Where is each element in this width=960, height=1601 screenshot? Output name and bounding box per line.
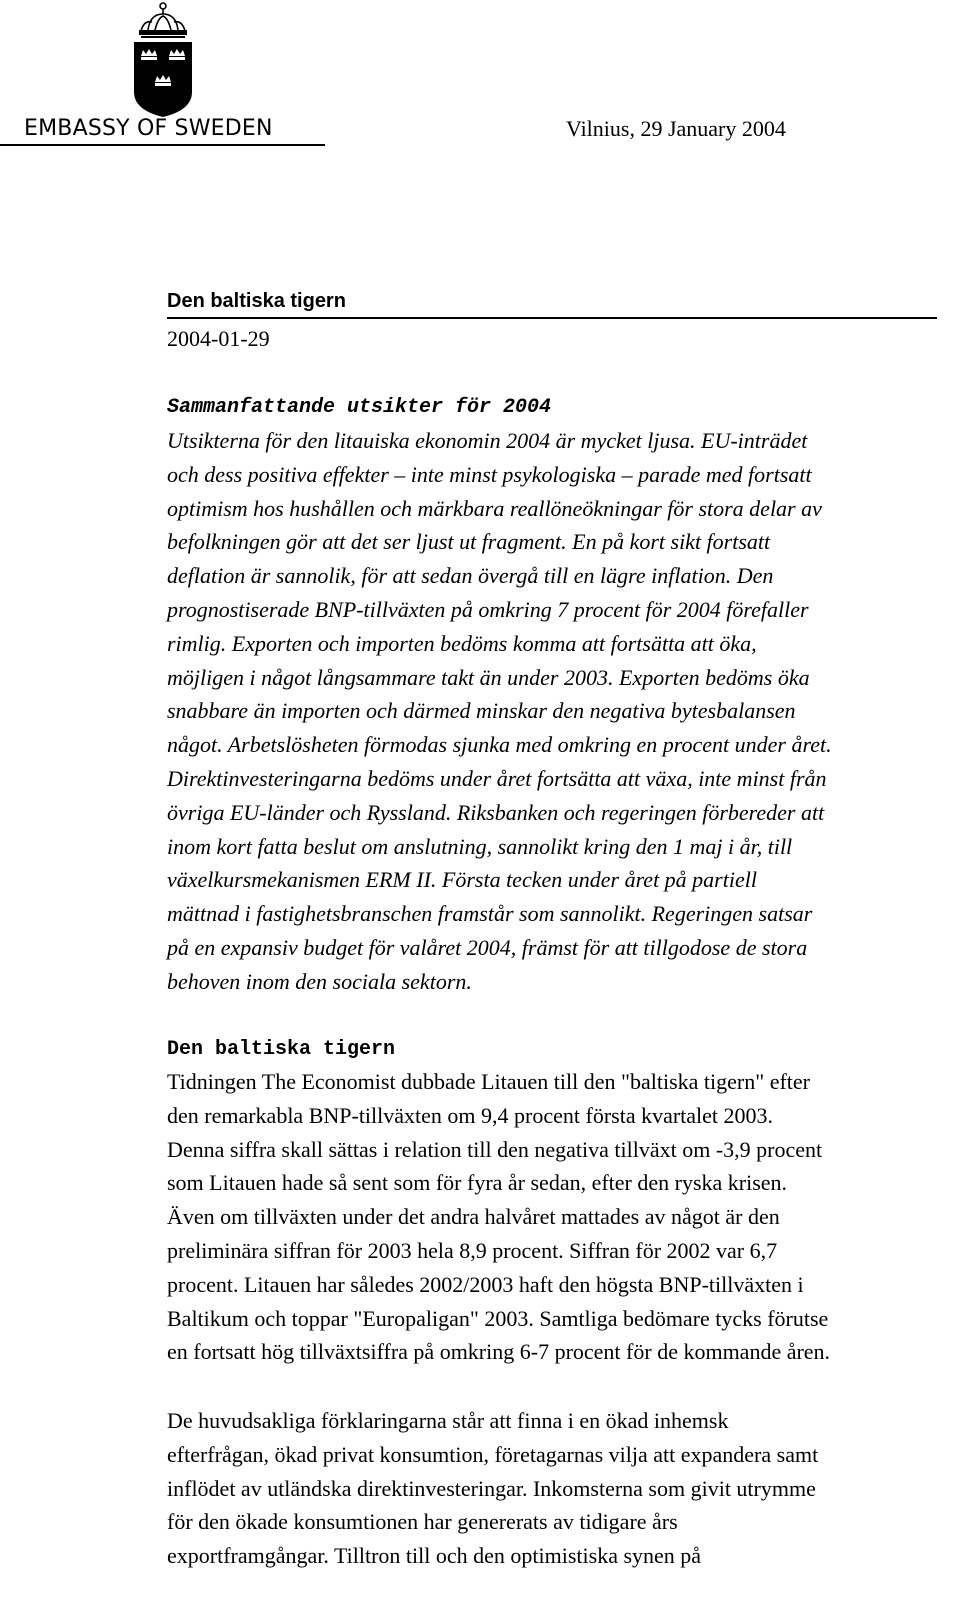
title-divider [167,317,937,319]
text-line: Tidningen The Economist dubbade Litauen till den "baltiska tigern" efter [167,1069,810,1094]
text-line: inom kort fatta beslut om anslutning, sannolikt kring den 1 maj i år, till [167,833,793,859]
header-divider [0,144,325,146]
text-line: prognostiserade BNP-tillväxten på omkring 7 procent för 2004 förefaller [167,596,809,622]
text-line: Direktinvesteringarna bedöms under året fortsätta att växa, inte minst från [167,765,827,791]
text-line: De huvudsakliga förklaringarna står att finna i en ökad inhemsk [167,1408,729,1433]
document-date: 2004-01-29 [167,326,270,351]
logo-wordmark: EMBASSY OF SWEDEN [24,116,273,141]
text-line: för den ökade konsumtionen har genererats av tidigare års [167,1509,678,1535]
text-line: Även om tillväxten under det andra halvåret mattades av något är den [167,1204,780,1230]
summary-heading: Sammanfattande utsikter för 2004 [167,396,552,419]
text-line: växelkursmekanismen ERM II. Första tecken under året på partiell [167,867,757,893]
text-line: som Litauen hade så sent som för fyra år sedan, efter den ryska krisen. [167,1170,788,1196]
text-line: preliminära siffran för 2003 hela 8,9 procent. Siffran för 2002 var 6,7 [167,1237,778,1263]
tiger-paragraph [167,1065,947,1369]
text-line: på en expansiv budget för valåret 2004, främst för att tillgodose de stora [167,934,808,960]
embassy-logo [0,0,330,150]
text-line: rimlig. Exporten och importen bedöms komma att fortsätta att öka, [167,630,757,656]
text-line: procent. Litauen har således 2002/2003 haft den högsta BNP-tillväxten i [167,1271,804,1297]
text-line: exportframgångar. Tilltron till och den optimistiska synen på [167,1543,702,1569]
explanation-paragraph [167,1404,947,1573]
text-line: den remarkabla BNP-tillväxten om 9,4 procent första kvartalet 2003. [167,1102,774,1128]
text-line: och dess positiva effekter – inte minst psykologiska – parade med fortsatt [167,461,812,487]
coat-of-arms-icon [0,0,330,120]
text-line: inflödet av utländska direktinvesteringar. Inkomsterna som givit utrymme [167,1475,816,1501]
text-line: efterfrågan, ökad privat konsumtion, företagarnas vilja att expandera samt [167,1441,819,1467]
place-date-line: Vilnius, 29 January 2004 [566,116,786,141]
text-line: snabbare än importen och därmed minskar den negativa bytesbalansen [167,698,796,724]
text-line: befolkningen gör att det ser ljust ut fragment. En på kort sikt fortsatt [167,529,771,555]
text-line: Baltikum och toppar "Europaligan" 2003. Samtliga bedömare tycks förutse [167,1305,829,1331]
text-line: Denna siffra skall sättas i relation till den negativa tillväxt om -3,9 procent [167,1136,823,1162]
section-heading: Den baltiska tigern [167,1038,396,1061]
text-line: Utsikterna för den litauiska ekonomin 2004 är mycket ljusa. EU-inträdet [167,428,808,453]
text-line: möjligen i något långsammare takt än under 2003. Exporten bedöms öka [167,664,810,690]
text-line: behoven inom den sociala sektorn. [167,968,472,994]
text-line: mättnad i fastighetsbranschen framstår som sannolikt. Regeringen satsar [167,901,813,927]
text-line: något. Arbetslösheten förmodas sjunka med omkring en procent under året. [167,732,832,758]
summary-paragraph [167,424,947,999]
text-line: optimism hos hushållen och märkbara reallöneökningar för stora delar av [167,495,822,521]
text-line: övriga EU-länder och Ryssland. Riksbanken och regeringen förbereder att [167,799,825,825]
text-line: en fortsatt hög tillväxtsiffra på omkring 6-7 procent för de kommande åren. [167,1339,831,1365]
document-title: Den baltiska tigern [167,290,346,312]
text-line: deflation är sannolik, för att sedan övergå till en lägre inflation. Den [167,563,774,589]
